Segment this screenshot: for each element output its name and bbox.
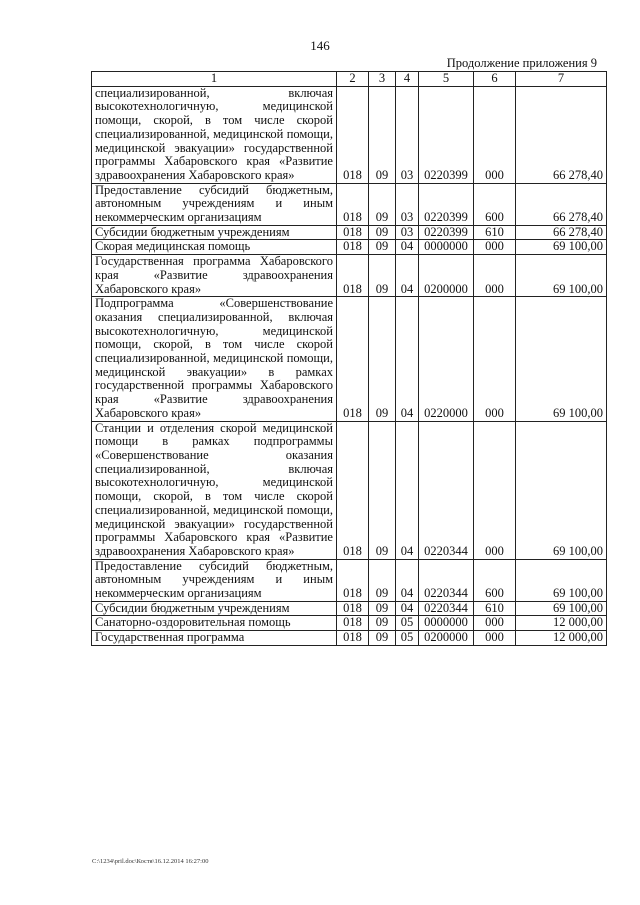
section-code: 09 <box>369 616 396 631</box>
page-number: 146 <box>310 38 330 53</box>
admin-code: 018 <box>337 559 369 601</box>
row-description: Подпрограмма «Совершенствование оказания специализированной, включая высокотехнологичную, медицинской помощи, скорой, в том числе скорой специализированной, медицинской помощи, медицинской эвакуации» в рамках государственной программы Хабаровского края «Развитие здравоохранения Хабаровского края» <box>92 297 337 421</box>
row-description: Скорая медицинская помощь <box>92 240 337 255</box>
target-article-code: 0220344 <box>419 559 474 601</box>
expense-type-code: 610 <box>474 601 516 616</box>
expense-type-code: 600 <box>474 183 516 225</box>
subsection-code: 04 <box>396 421 419 559</box>
file-path-footer: C:\1234\pril.doc\Костя\16.12.2014 16:27:00 <box>92 858 209 865</box>
amount: 12 000,00 <box>516 616 607 631</box>
expense-type-code: 000 <box>474 255 516 297</box>
expense-type-code: 600 <box>474 559 516 601</box>
target-article-code: 0220399 <box>419 183 474 225</box>
target-article-code: 0220399 <box>419 225 474 240</box>
expense-type-code: 000 <box>474 240 516 255</box>
expense-type-code: 000 <box>474 86 516 183</box>
table-row <box>92 297 607 421</box>
expense-type-code: 000 <box>474 631 516 646</box>
admin-code: 018 <box>337 421 369 559</box>
subsection-code: 04 <box>396 559 419 601</box>
amount: 69 100,00 <box>516 240 607 255</box>
expense-type-code: 000 <box>474 297 516 421</box>
target-article-code: 0220399 <box>419 86 474 183</box>
table-header-row <box>92 72 607 87</box>
column-header: 2 <box>337 72 369 87</box>
column-header: 5 <box>419 72 474 87</box>
amount: 12 000,00 <box>516 631 607 646</box>
admin-code: 018 <box>337 616 369 631</box>
row-description: Государственная программа Хабаровского края «Развитие здравоохранения Хабаровского края» <box>92 255 337 297</box>
subsection-code: 04 <box>396 297 419 421</box>
table-row <box>92 559 607 601</box>
target-article-code: 0220344 <box>419 601 474 616</box>
amount: 69 100,00 <box>516 421 607 559</box>
admin-code: 018 <box>337 297 369 421</box>
column-header: 1 <box>92 72 337 87</box>
section-code: 09 <box>369 183 396 225</box>
amount: 66 278,40 <box>516 225 607 240</box>
row-description: специализированной, включая высокотехнологичную, медицинской помощи, скорой, в том числе скорой специализированной, медицинской помощи, медицинской эвакуации» государственной программы Хабаровского края «Развитие здравоохранения Хабаровского края» <box>92 86 337 183</box>
row-description: Субсидии бюджетным учреждениям <box>92 601 337 616</box>
table-row <box>92 616 607 631</box>
row-description: Станции и отделения скорой медицинской помощи в рамках подпрограммы «Совершенствование оказания специализированной, включая высокотехнологичную, медицинской помощи, скорой, в том числе скорой специализированной, медицинской помощи, медицинской эвакуации» государственной программы Хабаровского края «Развитие здравоохранения Хабаровского края» <box>92 421 337 559</box>
admin-code: 018 <box>337 183 369 225</box>
subsection-code: 03 <box>396 183 419 225</box>
table-row <box>92 421 607 559</box>
table-row <box>92 601 607 616</box>
target-article-code: 0200000 <box>419 255 474 297</box>
continuation-note: Продолжение приложения 9 <box>446 56 597 70</box>
section-code: 09 <box>369 559 396 601</box>
amount: 69 100,00 <box>516 255 607 297</box>
section-code: 09 <box>369 421 396 559</box>
section-code: 09 <box>369 225 396 240</box>
amount: 66 278,40 <box>516 86 607 183</box>
expense-type-code: 000 <box>474 616 516 631</box>
subsection-code: 03 <box>396 86 419 183</box>
row-description: Субсидии бюджетным учреждениям <box>92 225 337 240</box>
table-row <box>92 240 607 255</box>
table-row <box>92 225 607 240</box>
target-article-code: 0000000 <box>419 240 474 255</box>
table-row <box>92 255 607 297</box>
column-header: 3 <box>369 72 396 87</box>
row-description: Государственная программа <box>92 631 337 646</box>
column-header: 4 <box>396 72 419 87</box>
subsection-code: 04 <box>396 240 419 255</box>
expense-type-code: 000 <box>474 421 516 559</box>
section-code: 09 <box>369 86 396 183</box>
subsection-code: 03 <box>396 225 419 240</box>
section-code: 09 <box>369 631 396 646</box>
table-row <box>92 86 607 183</box>
expense-type-code: 610 <box>474 225 516 240</box>
row-description: Предоставление субсидий бюджетным, автономным учреждениям и иным некоммерческим организациям <box>92 183 337 225</box>
subsection-code: 05 <box>396 631 419 646</box>
budget-table <box>91 71 607 646</box>
amount: 66 278,40 <box>516 183 607 225</box>
section-code: 09 <box>369 297 396 421</box>
row-description: Предоставление субсидий бюджетным, автономным учреждениям и иным некоммерческим организациям <box>92 559 337 601</box>
table-row <box>92 631 607 646</box>
section-code: 09 <box>369 601 396 616</box>
admin-code: 018 <box>337 601 369 616</box>
admin-code: 018 <box>337 255 369 297</box>
table-row <box>92 183 607 225</box>
subsection-code: 04 <box>396 601 419 616</box>
target-article-code: 0000000 <box>419 616 474 631</box>
target-article-code: 0220344 <box>419 421 474 559</box>
target-article-code: 0200000 <box>419 631 474 646</box>
amount: 69 100,00 <box>516 559 607 601</box>
row-description: Санаторно-оздоровительная помощь <box>92 616 337 631</box>
admin-code: 018 <box>337 225 369 240</box>
section-code: 09 <box>369 255 396 297</box>
admin-code: 018 <box>337 86 369 183</box>
amount: 69 100,00 <box>516 601 607 616</box>
subsection-code: 04 <box>396 255 419 297</box>
column-header: 6 <box>474 72 516 87</box>
admin-code: 018 <box>337 631 369 646</box>
subsection-code: 05 <box>396 616 419 631</box>
section-code: 09 <box>369 240 396 255</box>
target-article-code: 0220000 <box>419 297 474 421</box>
amount: 69 100,00 <box>516 297 607 421</box>
admin-code: 018 <box>337 240 369 255</box>
column-header: 7 <box>516 72 607 87</box>
